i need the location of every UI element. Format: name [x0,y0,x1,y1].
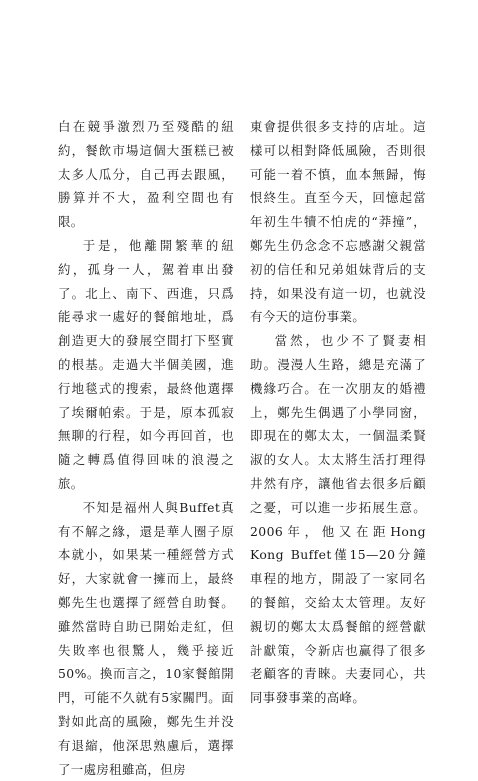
paragraph: 于是，他離開繁華的紐約，孤身一人，駕着車出發了。北上、南下、西進，只爲能尋求一處好的餐館地址，爲創造更大的發展空間打下堅實的根基。走過大半個美國，進行地毯式的搜索，最終他選擇了埃爾帕索。于是，原本孤寂無聊的行程，如今再回首，也隨之轉爲值得回味的浪漫之旅。 [58,237,234,491]
paragraph: 當然，也少不了賢妻相助。漫漫人生路，總是充滿了機緣巧合。在一次朋友的婚禮上，鄭先生偶遇了小學同窗，即現在的鄭太太，一個温柔賢淑的女人。太太將生活打理得井然有序，讓他省去很多后顧之憂，可以進一步拓展生意。2006年，他又在距Hong Kong Buffet僅15—20分鐘車程的地方，開設了一家同名的餐館，交給太太管理。友好親切的鄭太太爲餐館的經營獻計獻策，令新店也赢得了很多老顧客的青睞。夫妻同心，共同事發事業的高峰。 [250,333,426,706]
left-text-column [58,115,234,781]
right-text-column [250,115,426,710]
paragraph: 東會提供很多支持的店址。這樣可以相對降低風險，否則很可能一着不慎，血本無歸，悔恨終生。直至今天，回憶起當年初生牛犢不怕虎的“莽撞”，鄭先生仍念念不忘感謝父親當初的信任和兄弟姐妹背后的支持，如果没有這一切，也就没有今天的這份事業。 [250,119,426,325]
paragraph: 不知是福州人與Buffet真有不解之緣，還是華人圈子原本就小，如果某一種經營方式好，大家就會一擁而上，最終鄭先生也選擇了經營自助餐。雖然當時自助已開始走紅，但失敗率也很驚人，幾乎接近50%。換而言之，10家餐館開門，可能不久就有5家關門。面對如此高的風險，鄭先生并没有退縮，他深思熟慮后，選擇了一處房租雖高，但房 [58,499,234,777]
paragraph: 白在競爭激烈乃至殘酷的紐約，餐飲市場這個大蛋糕已被太多人瓜分，自己再去跟風，勝算并不大，盈利空間也有限。 [58,119,234,230]
